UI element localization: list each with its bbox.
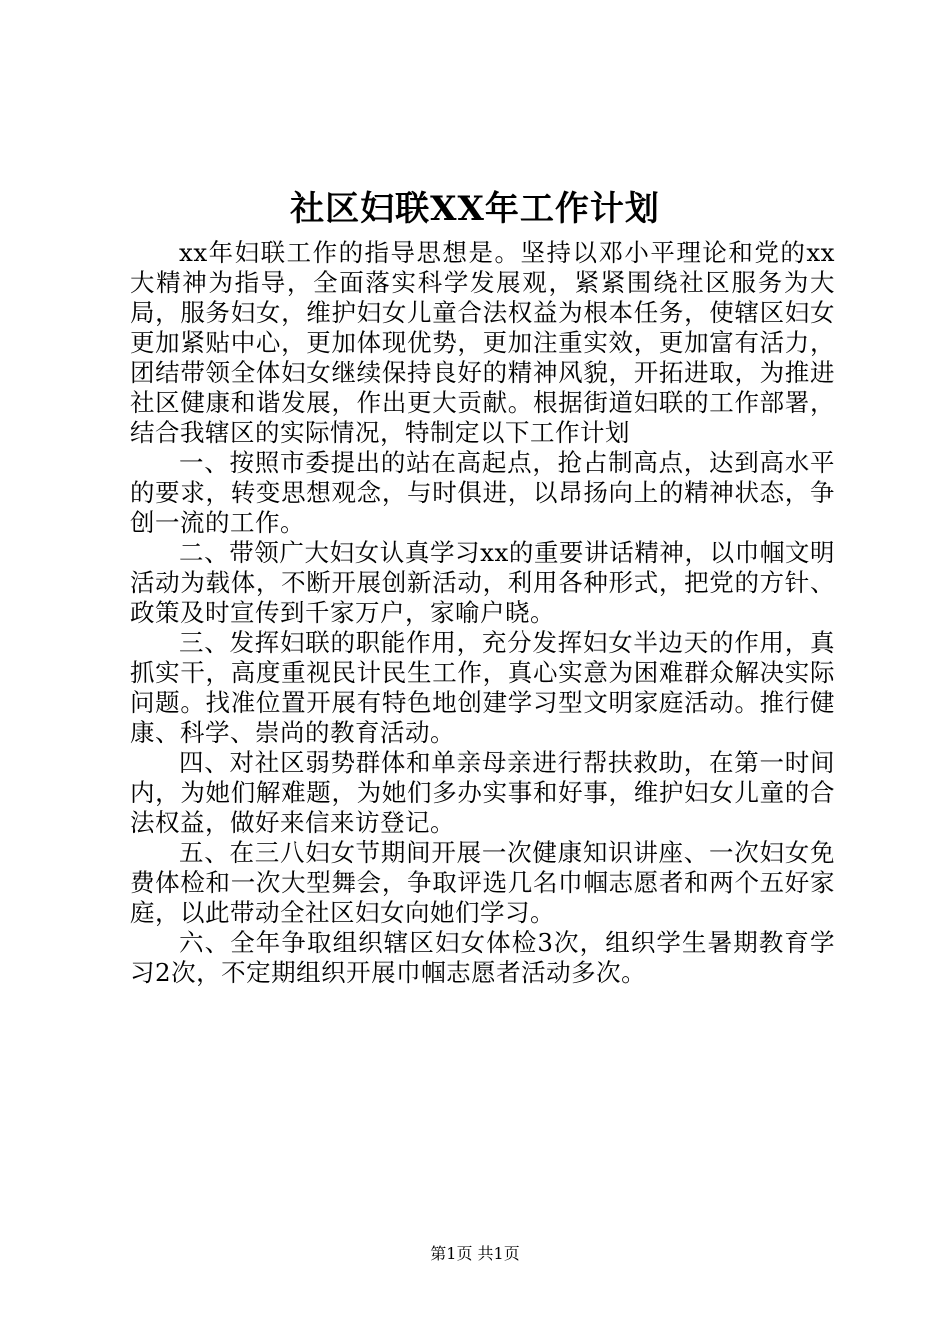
paragraph-item-3: 三、发挥妇联的职能作用，充分发挥妇女半边天的作用，真抓实干，高度重视民计民生工作，真心实意为困难群众解决实际问题。找准位置开展有特色地创建学习型文明家庭活动。推行健康、科学、崇尚的教育活动。 (130, 628, 835, 747)
paragraph-item-1: 一、按照市委提出的站在高起点，抢占制高点，达到高水平的要求，转变思想观念，与时俱进，以昂扬向上的精神状态，争创一流的工作。 (130, 448, 835, 537)
page-footer: 第1页 共1页 (430, 1244, 520, 1263)
paragraph-item-4: 四、对社区弱势群体和单亲母亲进行帮扶救助，在第一时间内，为她们解难题，为她们多办实事和好事，维护妇女儿童的合法权益，做好来信来访登记。 (130, 748, 835, 837)
paragraph-item-2: 二、带领广大妇女认真学习xx的重要讲话精神，以巾帼文明活动为载体，不断开展创新活动，利用各种形式，把党的方针、政策及时宣传到千家万户，家喻户晓。 (130, 538, 835, 627)
paragraph-item-6: 六、全年争取组织辖区妇女体检3次，组织学生暑期教育学习2次，不定期组织开展巾帼志愿者活动多次。 (130, 928, 835, 987)
document-body (130, 238, 835, 988)
paragraph-item-5: 五、在三八妇女节期间开展一次健康知识讲座、一次妇女免费体检和一次大型舞会，争取评选几名巾帼志愿者和两个五好家庭，以此带动全社区妇女向她们学习。 (130, 838, 835, 927)
paragraph-intro: xx年妇联工作的指导思想是。坚持以邓小平理论和党的xx大精神为指导，全面落实科学发展观，紧紧围绕社区服务为大局，服务妇女，维护妇女儿童合法权益为根本任务，使辖区妇女更加紧贴中心，更加体现优势，更加注重实效，更加富有活力，团结带领全体妇女继续保持良好的精神风貌，开拓进取，为推进社区健康和谐发展，作出更大贡献。根据街道妇联的工作部署，结合我辖区的实际情况，特制定以下工作计划 (130, 238, 835, 447)
document-title: 社区妇联XX年工作计划 (290, 189, 660, 229)
